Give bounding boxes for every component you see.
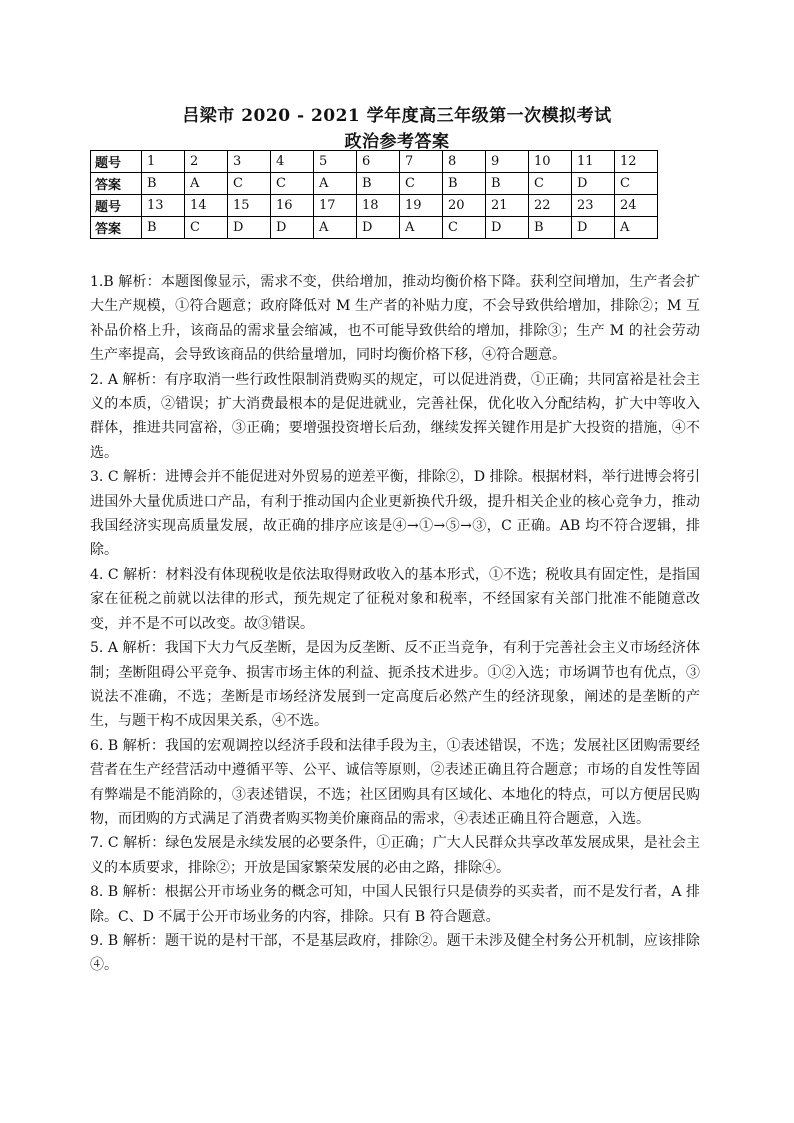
- answer-row: [91, 217, 658, 239]
- number-row-label: 题号: [91, 151, 142, 173]
- answer-cell: B: [486, 173, 529, 195]
- question-number-cell: 10: [529, 151, 572, 173]
- answer-cell: B: [357, 173, 400, 195]
- answer-cell: C: [443, 217, 486, 239]
- answer-cell: D: [572, 173, 615, 195]
- answer-cell: D: [357, 217, 400, 239]
- answer-cell: D: [486, 217, 529, 239]
- answer-cell: A: [314, 217, 357, 239]
- question-number-cell: 2: [185, 151, 228, 173]
- analysis-paragraph: 9. B 解析：题干说的是村干部，不是基层政府，排除②。题干未涉及健全村务公开机制，应该排除④。: [90, 932, 700, 974]
- answer-cell: A: [314, 173, 357, 195]
- analysis-paragraph: 4. C 解析：材料没有体现税收是依法取得财政收入的基本形式，①不选；税收具有固定性，是指国家在征税之前就以法律的形式，预先规定了征税对象和税率，不经国家有关部门批准不能随意改变，并不是不可以改变。故③错误。: [90, 566, 700, 632]
- answer-cell: D: [228, 217, 271, 239]
- answer-row-label: 答案: [91, 173, 142, 195]
- answer-cell: B: [142, 173, 185, 195]
- question-number-cell: 4: [271, 151, 314, 173]
- answer-cell: B: [142, 217, 185, 239]
- answer-cell: D: [271, 217, 314, 239]
- question-number-cell: 12: [615, 151, 658, 173]
- question-number-cell: 20: [443, 195, 486, 217]
- page-title: 吕梁市 2020 - 2021 学年度高三年级第一次模拟考试: [182, 106, 612, 126]
- number-row: [91, 151, 658, 173]
- question-number-cell: 6: [357, 151, 400, 173]
- answer-cell: C: [400, 173, 443, 195]
- answer-cell: B: [529, 217, 572, 239]
- question-number-cell: 11: [572, 151, 615, 173]
- analysis-paragraph: 5. A 解析：我国下大力气反垄断，是因为反垄断、反不正当竞争，有利于完善社会主义市场经济体制；垄断阻碍公平竞争、损害市场主体的利益、扼杀技术进步。①②入选；市场调节也有优点，③说法不准确，不选；垄断是市场经济发展到一定高度后必然产生的经济现象，阐述的是垄断的产生，与题干构不成因果关系，④不选。: [90, 640, 700, 730]
- question-number-cell: 19: [400, 195, 443, 217]
- question-number-cell: 9: [486, 151, 529, 173]
- analysis-section: [90, 270, 700, 978]
- question-number-cell: 15: [228, 195, 271, 217]
- answer-cell: C: [228, 173, 271, 195]
- answer-table: [90, 150, 658, 239]
- answer-cell: B: [443, 173, 486, 195]
- question-number-cell: 17: [314, 195, 357, 217]
- question-number-cell: 13: [142, 195, 185, 217]
- question-number-cell: 23: [572, 195, 615, 217]
- analysis-paragraph: 1.B 解析：本题图像显示，需求不变，供给增加，推动均衡价格下降。获利空间增加，生产者会扩大生产规模，①符合题意；政府降低对 M 生产者的补贴力度，不会导致供给增加，排除②；M 互补品价格上升，该商品的需求量会缩减，也不可能导致供给的增加，排除③；生产 M 的社会劳动生产率提高，会导致该商品的供给量增加，同时均衡价格下移，④符合题意。: [90, 274, 700, 364]
- answer-cell: A: [615, 217, 658, 239]
- number-row: [91, 195, 658, 217]
- question-number-cell: 3: [228, 151, 271, 173]
- answer-cell: C: [185, 217, 228, 239]
- question-number-cell: 18: [357, 195, 400, 217]
- answer-cell: C: [271, 173, 314, 195]
- question-number-cell: 16: [271, 195, 314, 217]
- answer-cell: C: [615, 173, 658, 195]
- answer-cell: A: [400, 217, 443, 239]
- question-number-cell: 1: [142, 151, 185, 173]
- analysis-paragraph: 7. C 解析：绿色发展是永续发展的必要条件，①正确；广大人民群众共享改革发展成果，是社会主义的本质要求，排除②；开放是国家繁荣发展的必由之路，排除④。: [90, 835, 700, 876]
- question-number-cell: 22: [529, 195, 572, 217]
- question-number-cell: 24: [615, 195, 658, 217]
- number-row-label: 题号: [91, 195, 142, 217]
- question-number-cell: 21: [486, 195, 529, 217]
- question-number-cell: 5: [314, 151, 357, 173]
- analysis-paragraph: 3. C 解析：进博会并不能促进对外贸易的逆差平衡，排除②，D 排除。根据材料，举行进博会将引进国外大量优质进口产品，有利于推动国内企业更新换代升级，提升相关企业的核心竞争力，推动我国经济实现高质量发展，故正确的排序应该是④→①→⑤→③，C 正确。AB 均不符合逻辑，排除。: [90, 469, 700, 559]
- answer-cell: C: [529, 173, 572, 195]
- answer-row: [91, 173, 658, 195]
- analysis-paragraph: 2. A 解析：有序取消一些行政性限制消费购买的规定，可以促进消费，①正确；共同富裕是社会主义的本质，②错误；扩大消费最根本的是促进就业，完善社保，优化收入分配结构，扩大中等收入群体，推进共同富裕，③正确；要增强投资增长后劲，继续发挥关键作用是扩大投资的措施，④不选。: [90, 371, 700, 461]
- analysis-paragraph: 6. B 解析：我国的宏观调控以经济手段和法律手段为主，①表述错误，不选；发展社区团购需要经营者在生产经营活动中遵循平等、公平、诚信等原则，②表述正确且符合题意；市场的自发性等固有弊端是不能消除的，③表述错误，不选；社区团购具有区域化、本地化的特点，可以方便居民购物，而团购的方式满足了消费者购买物美价廉商品的需求，④表述正确且符合题意，入选。: [90, 737, 700, 827]
- question-number-cell: 8: [443, 151, 486, 173]
- answer-row-label: 答案: [91, 217, 142, 239]
- question-number-cell: 7: [400, 151, 443, 173]
- answer-cell: D: [572, 217, 615, 239]
- analysis-paragraph: 8. B 解析：根据公开市场业务的概念可知，中国人民银行只是债券的买卖者，而不是发行者，A 排除。C、D 不属于公开市场业务的内容，排除。只有 B 符合题意。: [90, 884, 700, 925]
- answer-cell: A: [185, 173, 228, 195]
- question-number-cell: 14: [185, 195, 228, 217]
- page-subtitle: 政治参考答案: [344, 132, 450, 152]
